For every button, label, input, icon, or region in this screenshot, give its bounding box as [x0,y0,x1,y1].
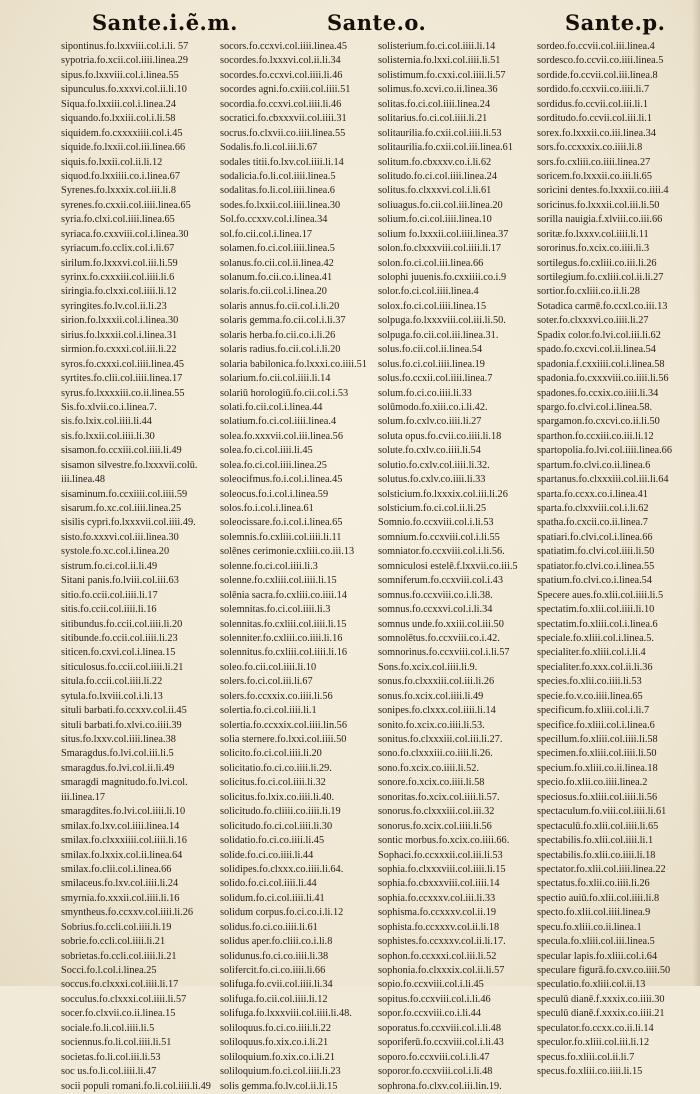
index-entry: sono.fo.clxxxiii.co.iiii.li.26. [378,748,493,760]
index-entry: specillum.fo.xliii.col.iiii.li.58 [537,734,658,745]
index-entry: sisilis cypri.fo.lxxxvii.col.iiii.49. [61,517,196,529]
index-entry: sorex.fo.lxxxii.co.iii.linea.34 [537,127,656,139]
index-entry: sophonia.fo.clxxxix.col.ii.li.57 [378,965,505,976]
index-entry: sipontinus.fo.lxxviii.col.i.li. 57 [61,41,189,52]
index-entry: sophista.fo.ccxxxv.col.ii.li.18 [378,921,500,933]
index-entry: situli barbati.fo.xlvi.co.iiii.39 [61,719,182,731]
index-entry: spatiari.fo.clvi.col.i.linea.66 [537,531,653,543]
index-entry: solido.fo.ci.col.iiii.li.44 [220,878,317,890]
index-entry: Sons.fo.xcix.col.iiii.li.9. [378,661,478,673]
index-entry: solertia.fo.ci.col.iiii.li.1 [220,705,317,717]
index-entry: speculor.fo.xliii.col.iii.li.12 [537,1037,650,1049]
index-entry: soleo.fo.cii.col.iiii.li.10 [220,661,317,673]
index-entry: sociennus.fo.li.col.iiii.li.51 [61,1037,172,1049]
index-entry: Sophaci.fo.ccxxxii.col.iii.li.53 [378,849,503,861]
index-entry: Smaragdus.fo.lvi.col.iii.li.5 [61,748,174,760]
index-entry: sopitus.fo.ccxviii.col.i.li.46 [378,993,491,1005]
index-entry: solidum.fo.ci.col.iiii.li.41 [220,892,325,904]
index-entry: sodales titii.fo.lxv.col.iiii.li.14 [220,156,344,168]
index-entry: solaris.fo.cii.col.i.linea.20 [220,286,327,298]
index-entry: Specere aues.fo.xlii.col.iiii.li.5 [537,589,664,601]
index-entry: solicitus.fo.lxix.co.iiii.li.40. [220,791,335,803]
index-entry: sonus.fo.xcix.col.iiii.li.49 [378,690,484,702]
index-entry: solisternia.fo.lxxi.col.iiii.li.51 [378,55,501,67]
index-entry: spartum.fo.clvi.co.ii.linea.6 [537,459,651,471]
index-entry: siquod.fo.lxxiiii.co.i.linea.67 [61,170,180,182]
index-entry: solidus.fo.ci.co.iiii.li.61 [220,921,318,933]
index-entry: iii.linea.48 [61,474,106,486]
index-entry: soliuagus.fo.cii.col.iii.linea.20 [378,199,503,211]
index-entry: syrtites.fo.clii.col.iiii.linea.17 [61,373,183,385]
index-entry: soccus.fo.clxxxi.col.iiii.li.17 [61,979,179,991]
index-entry: solaris annus.fo.cii.col.i.li.20 [220,300,340,312]
index-entry: spargo.fo.clvi.col.i.linea.58. [537,401,653,413]
index-entry: sis.fo.lxxii.col.iiii.li.30 [61,430,155,442]
index-entry: solidatio.fo.ci.co.iiii.li.45 [220,835,325,847]
index-entry: solaris gemma.fo.cii.col.i.li.37 [220,315,346,327]
index-entry: sopor.fo.ccxviii.co.i.li.44 [378,1008,481,1020]
index-entry: spectatim.fo.xliii.col.i.linea.6 [537,618,658,630]
index-entry: solpuga.fo.cii.col.iii.linea.31. [378,329,499,341]
index-entry: spadones.fo.ccxix.co.iiii.li.34 [537,387,659,399]
index-entry: soleocissare.fo.i.col.i.linea.65 [220,517,343,529]
index-entry: sontic morbus.fo.xcix.co.iiii.66. [378,835,510,847]
index-entry: spadonia.fo.cxxxviii.co.iiii.li.56 [537,373,669,385]
index-entry: solistimum.fo.cxxi.col.iiii.li.57 [378,69,506,81]
index-entry: sororinus.fo.xcix.co.iiii.li.3 [537,243,650,255]
index-entry: specio.fo.xlii.co.iiii.linea.2 [537,777,648,789]
index-entry: solimus.fo.xcvi.co.ii.linea.36 [378,84,498,96]
index-entry: solicitatio.fo.ci.co.iiii.li.29. [220,762,332,774]
index-entry: sobrietas.fo.ccli.col.iiii.li.21 [61,950,177,962]
index-entry: spargamon.fo.cxcvi.co.ii.li.50 [537,416,660,428]
index-entry: solutio.fo.cxlv.col.iiii.li.32. [378,459,490,471]
index-entry: sonoritas.fo.xcix.col.iiii.li.57. [378,791,500,803]
index-entry: solsticium.fo.ci.col.ii.li.25 [378,503,487,514]
index-entry: sparta.fo.clxxviii.col.i.li.62 [537,503,649,514]
index-entry: somnium.fo.ccxviii.col.i.li.55 [378,531,500,543]
index-entry: Sotadica carmē.fo.ccxl.co.iii.13 [537,300,668,312]
index-entry: solēnes cerimonie.cxliii.co.iii.13 [220,546,355,558]
index-entry: socors.fo.ccxvi.col.iiii.linea.45 [220,41,347,52]
index-entry: solor.fo.ci.col.iiii.linea.4 [378,286,479,298]
index-entry: sorditudo.fo.ccvii.col.iii.li.1 [537,113,652,125]
index-entry: species.fo.xlii.co.iiii.li.53 [537,676,642,688]
index-entry: specialiter.fo.xxx.col.ii.li.36 [537,661,653,673]
index-entry: specialiter.fo.xliii.col.i.li.4 [537,647,646,659]
index-entry: sordide.fo.ccvii.col.iii.linea.8 [537,69,658,81]
index-entry: solea.fo.ci.col.iiii.li.45 [220,445,313,457]
index-entry: solium.fo.ci.col.iiii.linea.10 [378,214,492,226]
index-entry: syringites.fo.lv.col.ii.li.23 [61,300,167,312]
index-entry: sirion.fo.lxxxii.col.i.linea.30 [61,315,179,327]
index-entry: specus.fo.xliii.col.ii.li.7 [537,1051,635,1063]
index-entry: solitas.fo.ci.col.iiii.linea.24 [378,98,491,110]
index-entry: solenniter.fo.cxliii.co.iiii.li.16 [220,632,343,644]
index-entry: solum.fo.ci.co.iiii.li.33 [378,387,472,399]
index-entry: sisaminum.fo.ccxiiii.col.iiii.59 [61,488,188,500]
index-entry: solamen.fo.ci.col.iiii.linea.5 [220,243,335,255]
index-entry: solennitas.fo.cxliii.col.iiii.li.15 [220,618,347,630]
index-column-2 [220,40,380,1094]
index-entry: sobrie.fo.ccli.col.iiii.li.21 [61,936,166,948]
index-entry: syros.fo.cxxxi.col.iiii.linea.45 [61,358,184,370]
index-entry: sisto.fo.xxxvi.col.iii.linea.30 [61,531,179,543]
index-entry: specu.fo.xliii.co.ii.linea.1 [537,921,642,933]
index-entry: speculū dianē.f.xxxix.co.iiii.30 [537,993,665,1005]
index-entry: solicitus.fo.ci.col.iiii.li.32 [220,777,326,789]
index-entry: Spadix color.fo.lvi.col.iii.li.62 [537,329,661,341]
index-entry: solemnis.fo.cxliii.col.iiii.li.11 [220,531,342,543]
index-entry: Somnio.fo.ccxviii.col.i.li.53 [378,517,494,529]
index-entry: somniferum.fo.ccxviii.col.i.43 [378,575,503,587]
index-entry: Sol.fo.ccxxv.col.i.linea.34 [220,214,328,226]
index-entry: sors.fo.ccxxxix.co.iiii.li.8 [537,142,643,154]
index-entry: solus.fo.ccxii.col.iiii.linea.7 [378,373,493,385]
index-entry: specular lapis.fo.xliii.col.i.64 [537,950,658,962]
index-entry: sol.fo.cii.col.i.linea.17 [220,228,313,240]
index-entry: syriaca.fo.cxxviii.col.i.linea.30 [61,228,189,240]
index-entry: sirmion.fo.cxxxi.col.iii.li.22 [61,344,177,356]
index-entry: solos.fo.i.col.i.linea.61 [220,503,314,514]
index-entry: solicito.fo.ci.col.iiii.li.20 [220,748,322,760]
index-entry: specimen.fo.xliii.col.iiii.li.50 [537,748,657,760]
index-entry: solatium.fo.ci.col.iiii.linea.4 [220,416,337,428]
index-entry: speculare figurā.fo.cxv.co.iiii.50 [537,965,671,976]
index-entry: siquide.fo.lxxii.col.iii.linea.66 [61,142,186,154]
index-entry: spadonia.f.cxxiiii.col.i.linea.58 [537,358,665,370]
index-entry: solertia.fo.ccxxix.col.iiii.lin.56 [220,719,347,731]
index-entry: situs.fo.lxxv.col.iiii.linea.38 [61,734,176,745]
index-entry: siticulosus.fo.ccii.col.iiii.li.21 [61,661,184,673]
index-entry: solifuga.fo.lxxxviii.col.iiii.li.48. [220,1008,352,1020]
index-entry: sorilla nauigia.f.xlviii.co.iii.66 [537,214,663,226]
index-entry: somnorinus.fo.ccxviii.col.i.li.57 [378,647,510,659]
index-entry: speculator.fo.ccxx.co.ii.li.14 [537,1022,654,1034]
index-entry: syria.fo.clxi.col.iiii.linea.65 [61,214,175,226]
index-entry: solanum.fo.cii.co.i.linea.41 [220,272,333,283]
index-entry: soliloquus.fo.xix.co.i.li.21 [220,1037,329,1049]
index-entry: solitaurilia.fo.cxii.col.iiii.li.53 [378,127,502,139]
index-entry: sitio.fo.ccii.col.iiii.li.17 [61,589,158,601]
index-entry: sipunculus.fo.xxxvi.col.ii.li.10 [61,84,187,96]
index-entry: somnus.fo.ccxviii.co.i.li.38. [378,589,493,601]
index-entry: socculus.fo.clxxxi.col.iiii.li.57 [61,993,187,1005]
index-entry: Socci.fo.l.col.i.linea.25 [61,965,157,976]
index-entry: solitudo.fo.ci.col.iiii.linea.24 [378,170,497,182]
index-entry: sonito.fo.xcix.co.iiii.li.53. [378,719,485,731]
index-entry: specus.fo.xliii.co.iiii.li.15 [537,1066,643,1078]
index-entry: sparta.fo.ccxx.co.i.linea.41 [537,488,648,500]
index-entry: solea.fo.ci.col.iiii.linea.25 [220,459,327,471]
index-entry: solennitus.fo.cxliii.col.iiii.li.16 [220,647,347,659]
index-entry: smyntheus.fo.ccxxv.col.iiii.li.26 [61,907,194,919]
index-entry: sonore.fo.xcix.co.iiii.li.58 [378,777,485,789]
index-entry: somnolētus.fo.ccxviii.co.i.42. [378,632,500,644]
index-entry: solenne.fo.ci.col.iiii.li.3 [220,560,318,572]
index-entry: solifercit.fo.ci.co.iiii.li.66 [220,965,326,976]
index-entry: syriacum.fo.cclix.col.i.li.67 [61,243,175,255]
index-entry: smaragdites.fo.lvi.col.iiii.li.10 [61,806,186,818]
index-entry: solisterium.fo.ci.col.iiii.li.14 [378,41,496,52]
index-entry: spectatim.fo.xlii.col.iiii.li.10 [537,604,655,616]
index-entry: sortior.fo.cxliii.co.ii.li.28 [537,286,640,298]
index-entry: spatiatim.fo.clvi.col.iiii.li.50 [537,546,655,558]
index-entry: solanus.fo.cii.col.ii.linea.42 [220,257,334,269]
index-entry: soliloquus.fo.ci.co.iiii.li.22 [220,1022,331,1034]
index-entry: sordeo.fo.ccvii.col.iii.linea.4 [537,41,655,52]
index-entry: specula.fo.xliii.col.iii.linea.5 [537,936,655,948]
index-entry: solophi juuenis.fo.cxxiiii.co.i.9 [378,272,507,283]
index-entry: sodalicia.fo.li.col.iiii.linea.5 [220,170,336,182]
page-edge-shadow [692,0,700,986]
index-entry: somnus unde.fo.xxiii.col.iii.50 [378,618,504,630]
index-entry: sopio.fo.ccxviii.col.i.li.45 [378,979,484,991]
index-entry: spectabilis.fo.xlii.col.iiii.li.1 [537,835,654,847]
index-entry: socrus.fo.clxvii.co.iiii.linea.55 [220,127,346,139]
index-entry: sonus.fo.clxxxiii.col.iii.li.26 [378,676,495,688]
index-entry: solox.fo.ci.col.iiii.linea.15 [378,300,487,312]
index-entry: soporo.fo.ccxviii.col.i.li.47 [378,1051,490,1063]
index-entry: smilaceus.fo.lxv.col.iiii.li.24 [61,878,179,890]
index-entry: sirius.fo.lxxxii.col.i.linea.31 [61,329,178,341]
index-entry: sirilum.fo.lxxxvi.col.iii.li.59 [61,257,178,269]
index-entry: Sitani panis.fo.lviii.col.iii.63 [61,575,179,587]
index-entry: siticen.fo.cxvi.col.i.linea.15 [61,647,176,659]
index-entry: solaria babilonica.fo.lxxxi.co.iiii.51 [220,358,367,370]
index-entry: spectaculum.fo.viii.col.iiii.li.61 [537,806,667,818]
index-entry: smaragdi magnitudo.fo.lvi.col. [61,777,188,789]
index-entry: spatiator.fo.clvi.co.i.linea.55 [537,560,655,572]
index-entry: somniator.fo.ccxviii.col.i.li.56. [378,546,505,558]
index-entry: solati.fo.cii.col.i.linea.44 [220,401,323,413]
index-entry: syrus.fo.lxxxxiii.co.ii.linea.55 [61,387,185,399]
index-entry: somniculosi estelē.f.lxxvii.co.iii.5 [378,560,518,572]
index-entry: sophrona.fo.clxv.col.iii.lin.19. [378,1080,502,1092]
index-entry: sociale.fo.li.col.iiii.li.5 [61,1022,155,1034]
index-entry: somnus.fo.ccxxvi.col.i.li.34 [378,604,493,616]
index-entry: spectabilis.fo.xlii.co.iiii.li.18 [537,849,656,861]
index-column-3 [378,40,536,1094]
index-entry: solemnitas.fo.ci.col.iiii.li.3 [220,604,331,616]
index-entry: sitibundus.fo.ccii.col.iiii.li.20 [61,618,183,630]
index-entry: socii populi romani.fo.li.col.iiii.li.49 [61,1080,211,1092]
index-entry: sisamon silvestre.fo.lxxxvii.colū. [61,459,198,471]
index-entry: specie.fo.v.co.iiii.linea.65 [537,690,643,702]
index-entry: solpuga.fo.lxxxviii.col.iii.li.50. [378,315,506,327]
index-entry: soporiferū.fo.ccxviii.col.i.li.43 [378,1037,504,1049]
index-entry: Siqua.fo.lxxiii.col.i.linea.24 [61,98,176,110]
index-entry: solifuga.fo.cvii.col.iiii.li.34 [220,979,333,991]
index-entry: solitum.fo.cbxxxv.co.i.li.62 [378,156,492,168]
index-entry: sophon.fo.ccxxxi.col.iii.li.52 [378,950,497,962]
index-entry: solon.fo.ci.col.iii.linea.66 [378,257,484,269]
index-entry: sypotria.fo.xcii.col.iiii.linea.29 [61,55,188,67]
index-entry: sors.fo.cxliii.co.iiii.linea.27 [537,156,651,168]
index-entry: socratici.fo.cbxxxvii.col.iiii.31 [220,113,347,125]
index-entry: smilax.fo.clxxxiiii.col.iiii.li.16 [61,835,187,847]
index-entry: sonitus.fo.clxxxiii.col.iii.li.27. [378,734,503,745]
index-entry: smyrnia.fo.xxxii.col.iiii.li.16 [61,892,180,904]
index-entry: spartopolia.fo.lvi.col.iiii.linea.66 [537,445,672,457]
index-entry: speculatio.fo.xliii.col.ii.13 [537,979,646,991]
index-entry: solers.fo.ci.col.iii.li.67 [220,676,313,688]
index-entry: soleocus.fo.i.col.i.linea.59 [220,488,329,500]
index-entry: solus.fo.cii.col.ii.linea.54 [378,344,483,356]
index-entry: solidum corpus.fo.ci.co.i.li.12 [220,907,344,919]
index-entry: spatium.fo.clvi.co.i.linea.54 [537,575,652,587]
index-entry: solia sternere.fo.lxxi.col.iiii.50 [220,734,347,745]
index-entry: sophistes.fo.ccxxxv.col.ii.li.17. [378,936,506,948]
index-entry: solium fo.lxxxii.col.iiii.linea.37 [378,228,509,240]
index-entry: syrinx.fo.cxxxiii.col.iiii.li.6 [61,272,175,283]
index-entry: solaris herba.fo.cii.co.i.li.26 [220,329,336,341]
index-entry: spectaculū.fo.xlii.col.iiii.li.65 [537,820,659,832]
index-entry: sodalitas.fo.li.col.iiii.linea.6 [220,185,335,197]
index-entry: spatha.fo.cxcii.co.ii.linea.7 [537,517,648,529]
index-entry: solum.fo.cxlv.co.iiii.li.27 [378,416,482,428]
index-entry: solicitudo.fo.cliiii.co.iiii.li.19 [220,806,341,818]
index-entry: sophia.fo.clxxxviii.col.iiii.li.15 [378,863,506,875]
index-entry: sisarum.fo.xc.col.iiii.linea.25 [61,503,182,514]
index-entry: sophia.fo.ccxxxv.col.iii.li.33 [378,892,496,904]
index-entry: sophisma.fo.ccxxxv.col.ii.19 [378,907,497,919]
index-entry: solide.fo.ci.co.iiii.li.44 [220,849,314,861]
index-entry: sitibunde.fo.ccii.col.iiii.li.23 [61,632,178,644]
index-entry: solēnia sacra.fo.cxliii.co.iiii.14 [220,589,347,601]
index-entry: soc us.fo.li.col.iiii.li.47 [61,1066,157,1078]
index-entry: soleocifmus.fo.i.col.i.linea.45 [220,474,343,486]
column-heading-center: Sante.o. [327,10,427,35]
index-entry: sis.fo.lxix.col.iiii.li.44 [61,416,152,428]
index-entry: sonorus.fo.xcix.col.iiii.li.56 [378,820,492,832]
index-entry: spectatus.fo.xlii.co.iiii.li.26 [537,878,650,890]
index-entry: spectator.fo.xlii.col.iiii.linea.22 [537,863,666,875]
index-entry: sisamon.fo.ccxiii.col.iiii.li.49 [61,445,182,457]
index-entry: socordia.fo.ccxvi.col.iiii.li.46 [220,98,342,110]
index-entry: situla.fo.ccii.col.iiii.li.22 [61,676,163,688]
index-entry: sonipes.fo.clxxx.col.iiii.li.14 [378,705,496,717]
index-entry: solers.fo.ccxxix.co.iiii.li.56 [220,690,333,702]
index-entry: sitis.fo.ccii.col.iiii.li.16 [61,604,157,616]
index-entry: socordes agni.fo.cxiii.col.iiii.51 [220,84,351,96]
index-entry: sodes.fo.lxxii.col.iiii.linea.30 [220,199,341,211]
index-entry: soricinus.fo.lxxxii.col.iii.li.50 [537,199,660,211]
index-entry: specium.fo.xliii.co.ii.linea.18 [537,762,658,774]
index-entry: soliloquium.fo.xix.co.i.li.21 [220,1051,335,1063]
index-entry: situli barbati.fo.ccxxv.col.ii.45 [61,705,187,717]
index-entry: sortilegium.fo.cxliii.col.ii.li.27 [537,272,664,283]
index-entry: solitarius.fo.ci.col.iiii.li.21 [378,113,488,125]
index-entry: solitus.fo.clxxxvi.col.i.li.61 [378,185,492,197]
index-entry: solidipes.fo.clxxx.co.iiii.li.64. [220,863,344,875]
index-entry: Sis.fo.xlvii.co.i.linea.7. [61,401,157,413]
index-entry: smaragdus.fo.lvi.col.ii.li.49 [61,762,175,774]
index-entry: smilax.fo.lxv.col.iiii.linea.14 [61,820,180,832]
index-entry: solenne.fo.cxliii.col.iiii.li.15 [220,575,337,587]
index-entry: speciosus.fo.xliii.col.iiii.li.56 [537,791,658,803]
index-entry: solitaurilia.fo.cxii.col.iii.linea.61 [378,142,513,154]
index-entry: soluta opus.fo.cvii.co.iiii.li.18 [378,430,502,442]
index-entry: spado.fo.cxcvi.col.ii.linea.54 [537,344,656,356]
index-entry: sordidus.fo.ccvii.col.iii.li.1 [537,98,648,110]
index-entry: siquis.fo.lxxii.col.ii.li.12 [61,156,163,168]
index-entry: soricini dentes.fo.lxxxii.co.iiii.4 [537,185,669,197]
index-entry: sytula.fo.lxviii.col.i.li.13 [61,690,163,702]
index-entry: soporatus.fo.ccxviii.col.i.li.48 [378,1022,501,1034]
index-entry: societas.fo.li.col.iii.li.53 [61,1051,161,1063]
index-entry: soricem.fo.lxxxii.co.iii.li.65 [537,170,652,182]
column-heading-left: Sante.i.ẽ.m. [92,10,238,35]
index-entry: Sobrius.fo.ccli.col.iiii.li.19 [61,921,172,933]
index-entry: sordido.fo.ccxvii.co.iiii.li.7 [537,84,650,96]
index-entry: solsticium.fo.lxxxix.col.iii.li.26 [378,488,508,500]
index-entry: solaris radius.fo.cii.col.i.li.20 [220,344,341,356]
index-entry: spectio auiū.fo.xlii.col.iiii.li.8 [537,892,660,904]
index-entry: solutus.fo.cxlv.co.iiii.li.33 [378,474,486,486]
index-entry: specto.fo.xlii.col.iiii.linea.9 [537,907,651,919]
index-entry: sipus.fo.lxxviii.col.i.linea.55 [61,69,179,81]
index-entry: solarium.fo.cii.col.iiii.li.14 [220,373,331,385]
index-entry: solūmodo.fo.xiii.co.i.li.42. [378,401,488,413]
index-entry: speciale.fo.xliii.col.i.linea.5. [537,632,654,644]
index-entry: solute.fo.cxlv.co.iiii.li.54 [378,445,481,457]
index-entry: soritæ.fo.lxxxv.col.iiii.li.11 [537,228,649,240]
index-entry: solifuga.fo.cii.col.iiii.li.12 [220,993,328,1005]
index-entry: solariū horologiū.fo.cii.col.i.53 [220,387,349,399]
index-entry: siquando.fo.lxxiii.col.i.li.58 [61,113,176,125]
index-column-1 [61,40,221,1094]
index-entry: smilax.fo.lxxix.col.ii.linea.64 [61,849,183,861]
index-column-4 [537,40,697,1080]
index-entry: sophia.fo.cbxxxviii.col.iiii.14 [378,878,500,890]
index-entry: solidunus.fo.ci.co.iiii.li.38 [220,950,329,962]
index-entry: soporor.fo.ccxviii.col.i.li.48 [378,1066,493,1078]
index-entry: speculū dianē.f.xxxix.co.iiii.21 [537,1008,665,1020]
index-entry: sono.fo.xcix.co.iiii.li.52. [378,762,479,774]
index-entry: sonorus.fo.clxxxiii.col.iii.32 [378,806,495,818]
index-entry: syrenes.fo.cxxii.col.iiii.linea.65 [61,199,191,211]
index-entry: soter.fo.clxxxvi.co.iiii.li.27 [537,315,649,327]
index-entry: soliloquium.fo.ci.col.iiii.li.23 [220,1066,341,1078]
index-entry: solis gemma.fo.lv.col.ii.li.15 [220,1080,338,1092]
index-entry: iii.linea.17 [61,791,106,803]
index-entry: sortilegus.fo.cxliii.co.iii.li.26 [537,257,657,269]
index-entry: sistrum.fo.ci.col.ii.li.49 [61,560,158,572]
index-entry: solea.fo.xxxvii.col.iii.linea.56 [220,430,343,442]
index-entry: siringia.fo.clxxi.col.iiii.li.12 [61,286,177,298]
index-entry: systole.fo.xc.col.i.linea.20 [61,546,170,558]
index-entry: solus.fo.ci.col.iiii.linea.19 [378,358,485,370]
index-entry: specifice.fo.xliii.col.i.linea.6 [537,719,655,731]
index-entry: solicitudo.fo.ci.col.iiii.li.30 [220,820,333,832]
index-entry: solon.fo.clxxxviii.col.iiii.li.17 [378,243,501,255]
index-entry: Syrenes.fo.lxxxix.col.iii.li.8 [61,185,176,197]
index-entry: sparthon.fo.ccxiii.co.iii.li.12 [537,430,654,442]
index-entry: solidus aper.fo.cliii.co.i.li.8 [220,936,333,948]
index-entry: smilax.fo.clii.col.i.linea.66 [61,863,172,875]
index-entry: socer.fo.clxvii.co.ii.linea.15 [61,1008,176,1020]
column-heading-right: Sante.p. [565,10,666,35]
index-entry: Sodalis.fo.li.col.iii.li.67 [220,142,318,154]
index-entry: socordes.fo.lxxxvi.col.ii.li.34 [220,55,341,67]
index-entry: sordesco.fo.ccvii.co.iiii.linea.5 [537,55,664,67]
index-entry: siquidem.fo.cxxxxiiii.col.i.45 [61,127,183,139]
index-entry: socordes.fo.ccxvi.col.iiii.li.46 [220,69,343,81]
index-entry: spartanus.fo.clxxxiii.col.iii.li.64 [537,474,669,486]
index-entry: specificum.fo.xliii.col.i.li.7 [537,705,650,717]
